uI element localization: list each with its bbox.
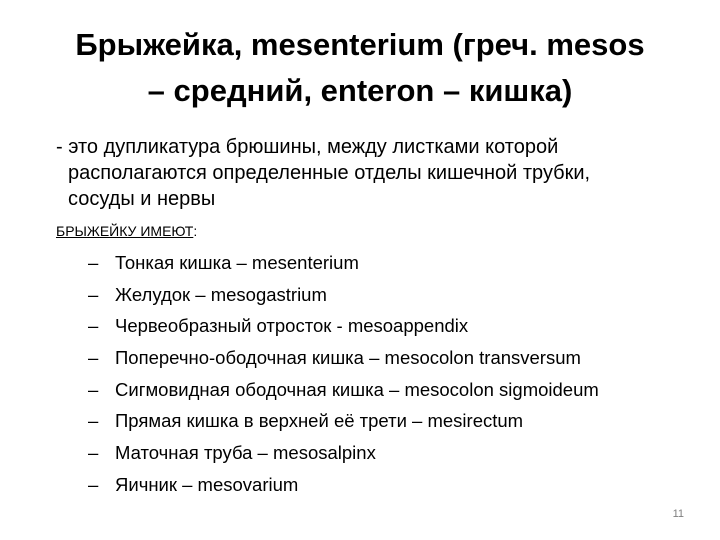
definition-line-1: - это дупликатура брюшины, между листками которой	[56, 136, 559, 158]
list-item	[88, 407, 708, 439]
slide-title	[20, 22, 700, 114]
page-number: 11	[672, 508, 684, 520]
slide-title-line-2: – средний, enteron – кишка)	[147, 73, 573, 108]
dash-bullet: –	[88, 315, 99, 337]
list-item-text: Червеобразный отросток - mesoappendix	[115, 315, 469, 337]
list-item	[88, 344, 708, 376]
dash-bullet: –	[88, 410, 99, 432]
list-item-text: Яичник – mesovarium	[115, 473, 299, 495]
dash-bullet: –	[88, 442, 99, 464]
list-item	[88, 249, 708, 281]
definition-text	[56, 134, 696, 212]
list-item-text: Сигмовидная ободочная кишка – mesocolon sigmoideum	[115, 378, 599, 400]
list-item	[88, 439, 708, 471]
list-heading-colon: :	[193, 223, 198, 239]
dash-bullet: –	[88, 252, 99, 273]
definition-line-2: располагаются определенные отделы кишечной трубки,	[68, 162, 591, 184]
list-heading-text: БРЫЖЕЙКУ ИМЕЮТ	[56, 223, 194, 239]
list-item-text: Поперечно-ободочная кишка – mesocolon transversum	[115, 347, 581, 369]
dash-bullet: –	[88, 347, 99, 369]
list-item	[88, 471, 708, 503]
list-item	[88, 281, 708, 313]
list-item	[88, 376, 708, 408]
definition-line-3: сосуды и нервы	[68, 188, 216, 210]
list-item-text: Тонкая кишка – mesenterium	[115, 252, 359, 273]
list-item-text: Желудок – mesogastrium	[115, 283, 327, 305]
list-item-text: Прямая кишка в верхней её трети – mesirectum	[115, 410, 524, 432]
slide-title-line-1: Брыжейка, mesenterium (греч. mesos	[75, 27, 645, 62]
dash-bullet: –	[88, 283, 99, 305]
dash-bullet: –	[88, 378, 99, 400]
dash-bullet: –	[88, 473, 99, 495]
list-item-text: Маточная труба – mesosalpinx	[115, 442, 376, 464]
list-item	[88, 312, 708, 344]
list-heading	[56, 222, 197, 240]
mesentery-list	[88, 249, 708, 503]
